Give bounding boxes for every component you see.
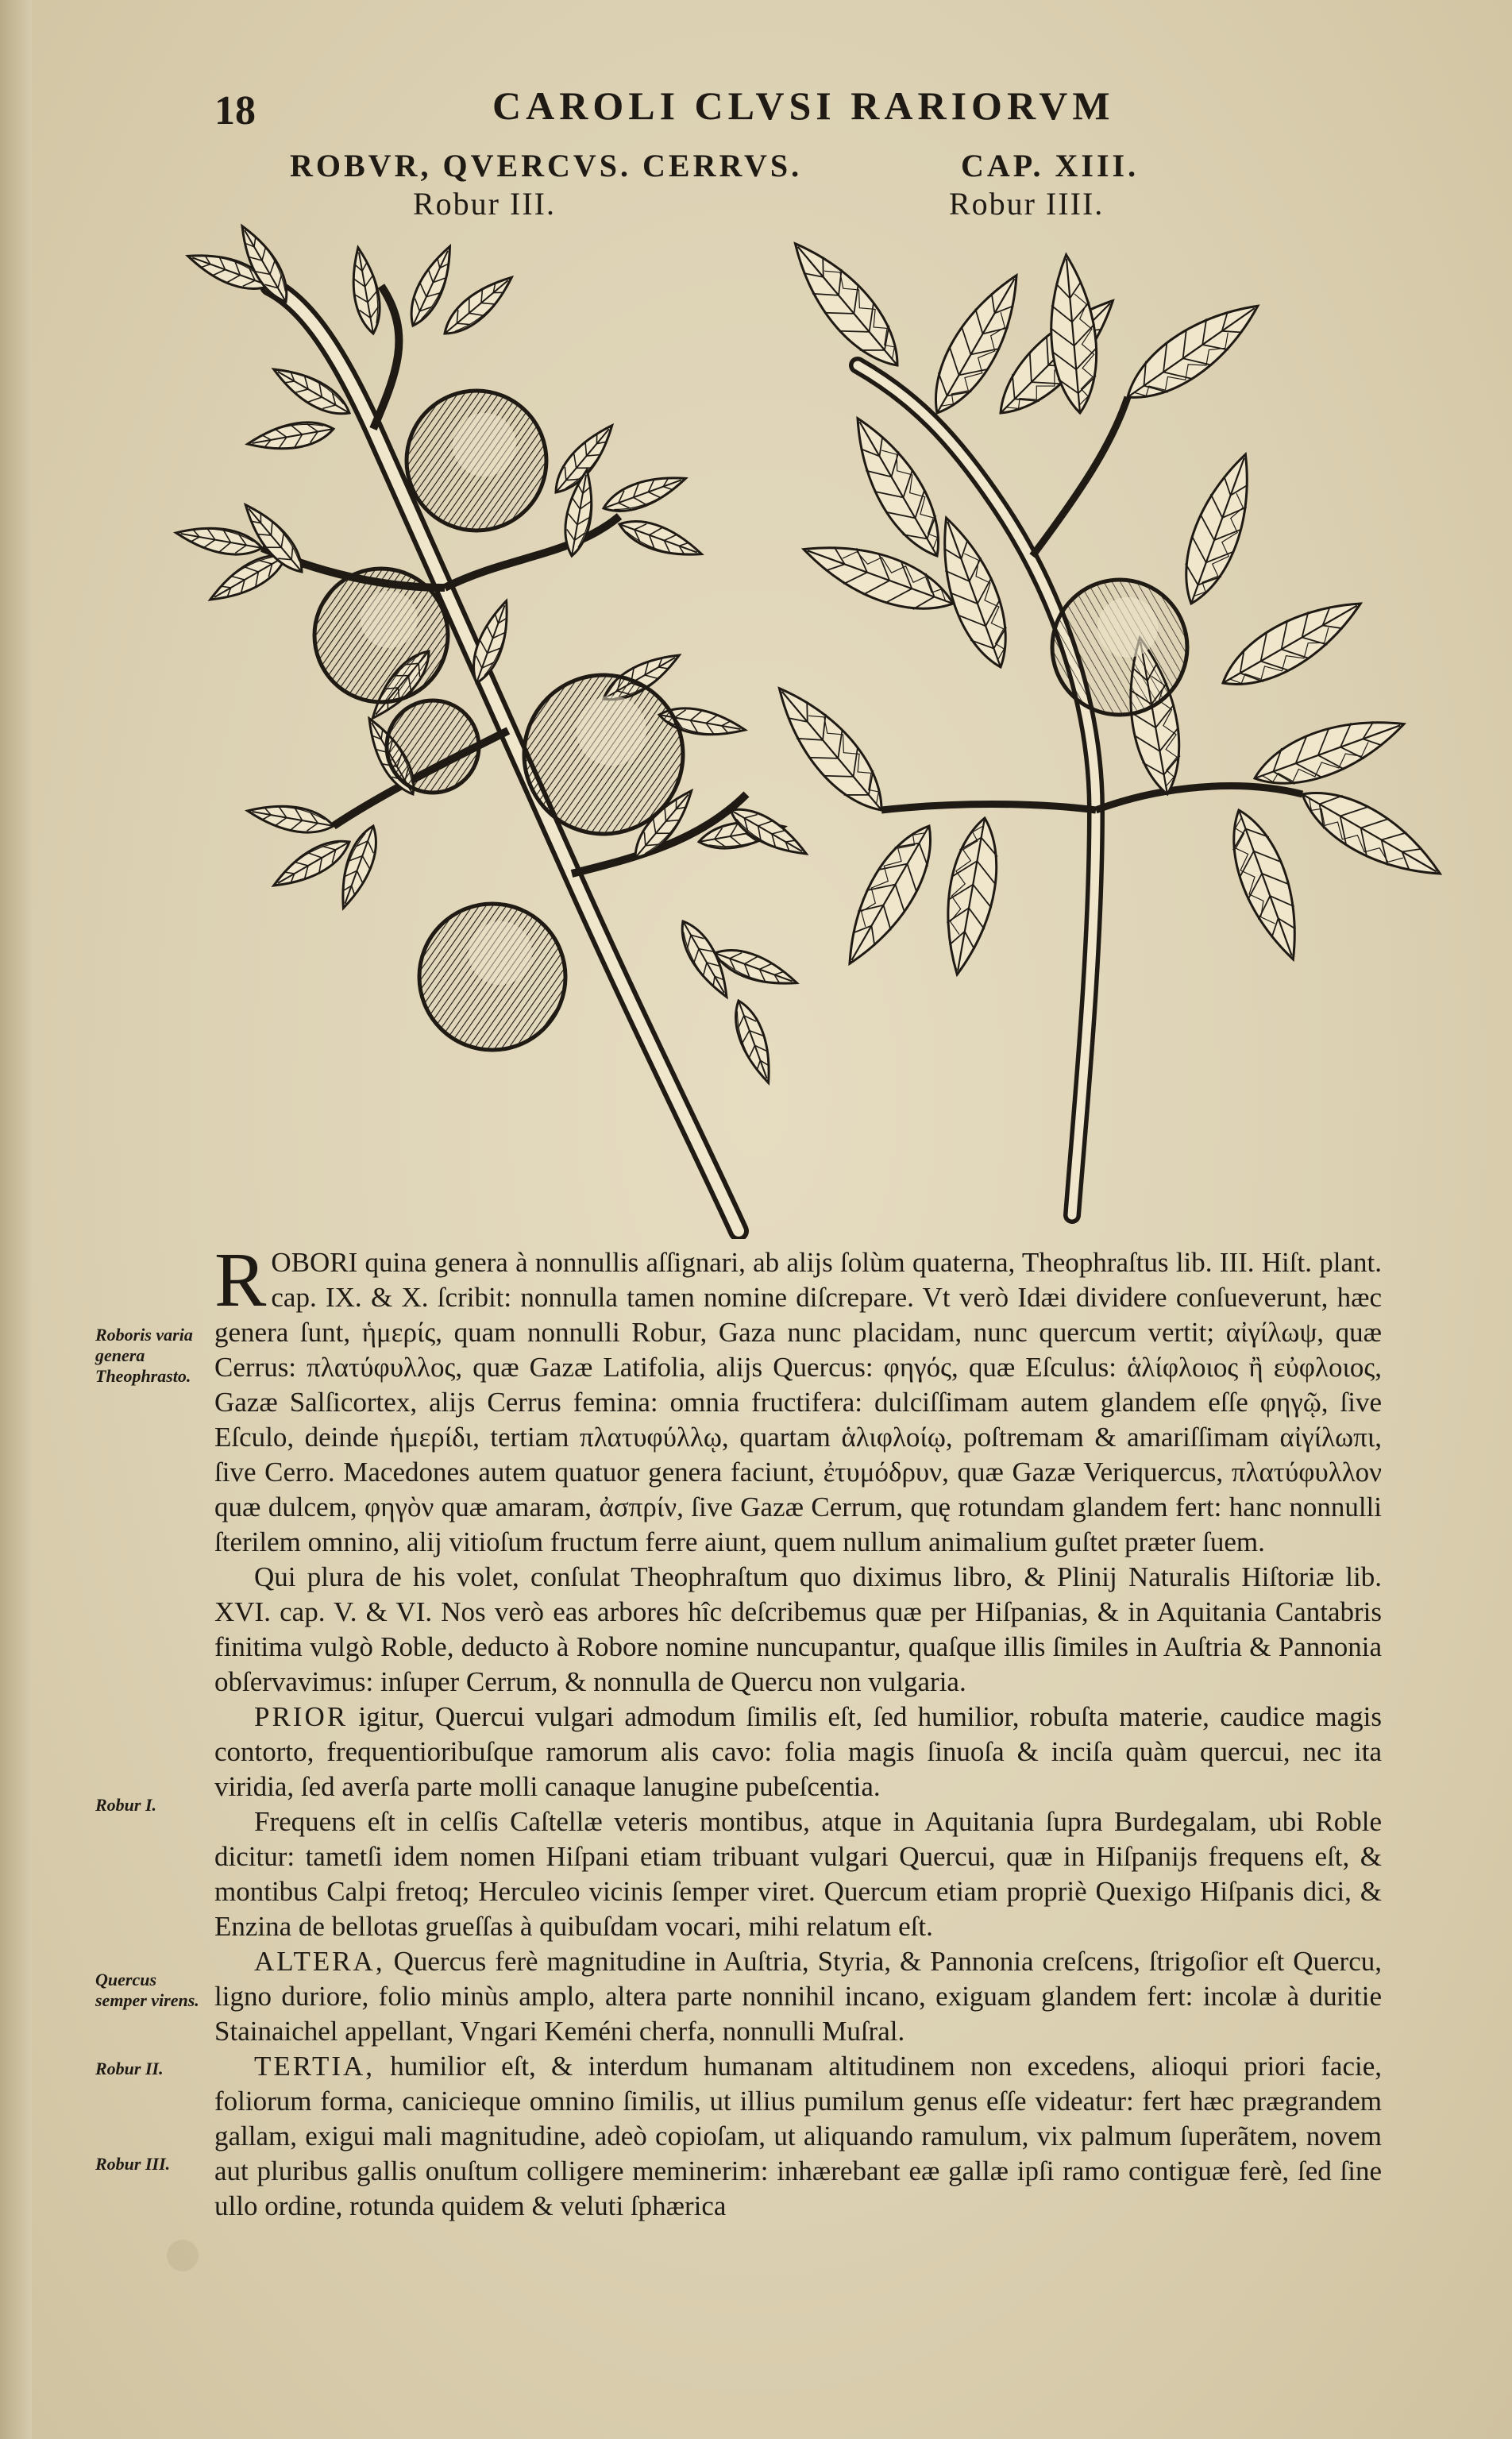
paragraph-6-text: humilior eſt, & interdum humanam altitudinem non excedens, alioqui priori facie, foliorum forma, canicieque omnino ſimilis, ut illius pumilum genus eſſe videatur: fert hæc prægrandem gallam, exigui mali magnitudine, adeò copioſam, ut aliquando ramulum, vix palmum ſuperãtem, novem aut pluribus gallis onuſtum colligere meminerim: inhærebant eæ gallæ ipſi ramo contiguæ ferè, ſed ſine ullo ordine, rotunda quidem & veluti ſphærica <box>214 2051 1383 2221</box>
page-number: 18 <box>214 88 256 133</box>
paragraph-1 <box>214 1237 1382 1560</box>
paragraph-3 <box>214 1700 1382 1804</box>
paragraph-5 <box>214 1944 1382 2049</box>
paragraph-1-text: OBORI quina genera à nonnullis aſſignari, ab alijs ſolùm quaterna, Theophraſtus lib. III. Hiſt. plant. cap. IX. & X. ſcribit: nonnulla tamen nomine diſcrepare. Vt verò Idæi dividere conſueverunt, hæc genera ſunt, ἡμερίς, quam nonnulli Robur, Gaza nunc placidam, nunc quercum vertit; αἰγίλωψ, quæ Cerrus: πλατύφυλλος, quæ Gazæ Latifolia, alijs Quercus: φηγός, quæ Eſculus: ἁλίφλοιος ἢ εὐφλοιος, Gazæ Salſicortex, alijs Cerrus femina: omnia fructifera: dulciſſimam autem glandem eſſe φηγῷ, ſive Eſculo, deinde ἡμερίδι, tertiam πλατυφύλλῳ, quartam ἁλιφλοίῳ, poſtremam & amariſſimam αἰγίλωπι, ſive Cerro. Macedones autem quatuor genera faciunt, ἐτυμόδρυν, quæ Gazæ Veriquercus, πλατύφυλλον quæ dulcem, φηγὸν quæ amaram, ἀσπρίν, ſive Gazæ Cerrum, quę rotundam glandem fert: hanc nonnulli ſterilem omnino, alij vitioſum fructum ferre aiunt, quem nullum animalium guſtet præter ſuem. <box>214 1247 1382 1557</box>
paragraph-3-text: igitur, Quercui vulgari admodum ſimilis eſt, ſed humilior, robuſta materie, caudice magis contorto, frequentioribuſque ramorum alis cavo: folia magis ſinuoſa & inciſa quàm quercui, nec ita viridia, ſed averſa parte molli canaque lanugine pubeſcentia. <box>214 1701 1382 1802</box>
gall-icon <box>1052 580 1187 715</box>
margin-note-robur-3: Robur III. <box>95 2154 171 2174</box>
running-title: CAROLI CLVSI RARIORVM <box>492 83 1115 128</box>
ink-stain <box>167 2240 199 2271</box>
margin-note-genera: Roboris varia genera Theophrasto. <box>95 1325 193 1386</box>
margin-note-robur-1: Robur I. <box>95 1795 157 1815</box>
chapter-label: CAP. XIII. <box>961 148 1140 183</box>
right-oak-woodcut <box>762 230 1451 1215</box>
margin-note-robur-2: Robur II. <box>95 2059 164 2078</box>
paragraph-2: Qui plura de his volet, conſulat Theophraſtum quo diximus libro, & Plinij Naturalis Hiſtoriæ lib. XVI. cap. V. & VI. Nos verò eas arbores hîc deſcribemus quæ per Hiſpanias, & in Aquitania Cantabris finitima vulgò Roble, deducto à Robore nomine nuncupantur, quaſque illis ſimiles in Auſtria & Pannonia obſervavimus: inſuper Cerrum, & nonnulla de Quercu non vulgaria. <box>214 1561 1382 1697</box>
paragraph-5-text: Quercus ferè magnitudine in Auſtria, Styria, & Pannonia creſcens, ſtrigoſior eſt Quercu, ligno duriore, folio minùs amplo, altera parte nonnihil incano, exiguam glandem fert: incolæ à duritie Stainaichel appellant, Vngari Keméni cherfa, nonnulli Muſral. <box>214 1946 1383 2047</box>
paragraph-6 <box>214 2049 1382 2224</box>
left-figure-title: ROBVR, QVERCVS. CERRVS. <box>290 148 803 183</box>
drop-cap: R <box>214 1237 267 1323</box>
paragraph-6-lead: TERTIA, <box>254 2051 376 2082</box>
left-figure-subtitle: Robur III. <box>413 186 556 222</box>
body-text <box>214 1237 1383 2224</box>
margin-note-quercus: Quercus semper virens. <box>95 1970 199 2010</box>
paragraph-3-lead: PRIOR <box>254 1701 349 1732</box>
paragraph-5-lead: ALTERA, <box>254 1946 385 1977</box>
left-oak-woodcut <box>174 220 812 1231</box>
paragraph-4: Frequens eſt in celſis Caſtellæ veteris montibus, atque in Aquitania ſupra Burdegalam, ubi Roble dicitur: tametſi idem nomen Hiſpani etiam tribuant vulgari Quercui, quæ in Hiſpanijs frequens eſt, & montibus Calpi fretoq; Herculeo vicinis ſemper viret. Quercum etiam propriè Quexigo Hiſpanis dici, & Enzina de bellotas grueſſas à quibuſdam vocari, mihi relatum eſt. <box>214 1806 1382 1942</box>
right-figure-subtitle: Robur IIII. <box>949 186 1105 222</box>
